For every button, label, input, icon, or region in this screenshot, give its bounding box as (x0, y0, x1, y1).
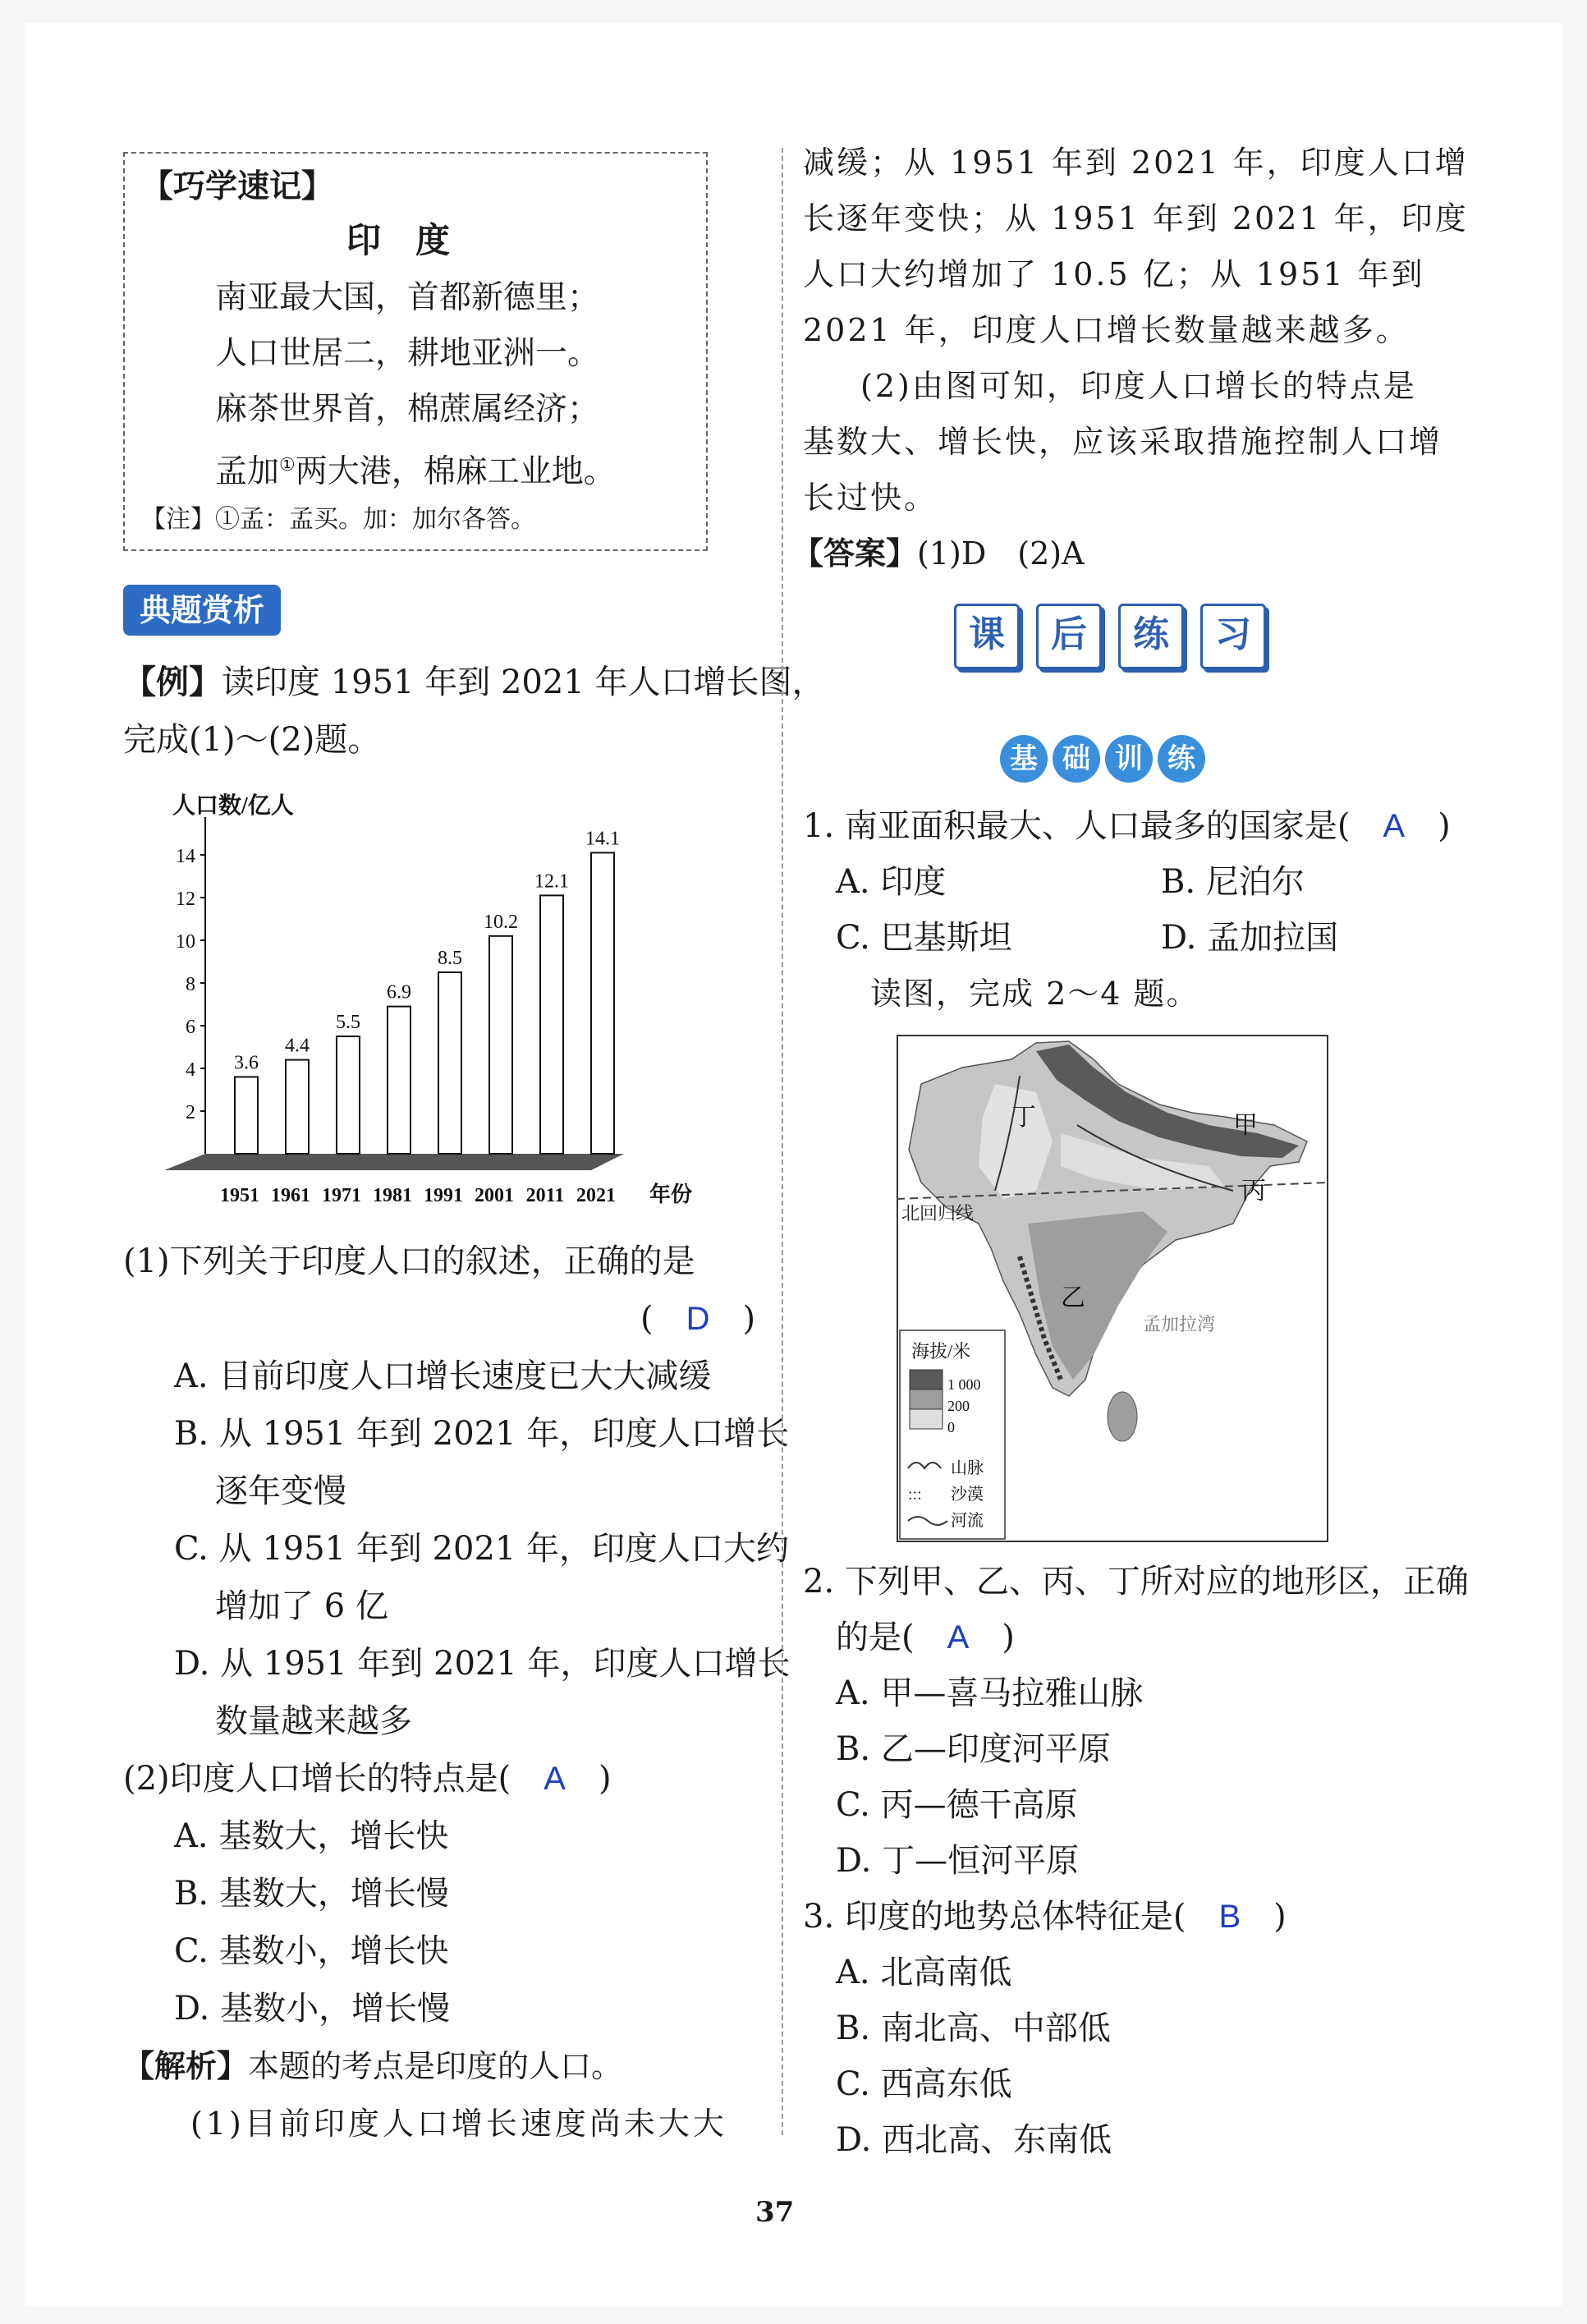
q1-option-c-cont: 增加了 6 亿 (215, 1587, 388, 1625)
sri-lanka (1108, 1392, 1137, 1441)
question-2-option-d: D. 丁—恒河平原 (836, 1842, 1080, 1880)
label-yi: 乙 (1061, 1284, 1085, 1311)
memo-line-4 (215, 444, 616, 494)
south-asia-map (897, 1035, 1328, 1542)
label-tropic: 北回归线 (901, 1203, 975, 1224)
question-3-option-b: B. 南北高、中部低 (836, 2009, 1111, 2047)
chart-y-tick-label: 2 (186, 1102, 195, 1123)
chart-value-label: 6.9 (387, 981, 411, 1004)
q2-option-b: B. 基数大，增长慢 (174, 1875, 449, 1913)
question-2-option-a: A. 甲—喜马拉雅山脉 (836, 1674, 1144, 1712)
sub-circle-3: 训 (1105, 735, 1153, 783)
legend-item-river: 河流 (951, 1512, 984, 1530)
analysis-right-6: 基数大、增长快，应该采取措施控制人口增 (803, 424, 1443, 460)
chart-y-tick-label: 6 (186, 1017, 195, 1038)
legend-desert-icon: ::: (908, 1486, 922, 1504)
sub-circle-1: 基 (1000, 735, 1048, 783)
analysis-line-1 (123, 2045, 622, 2087)
label-bay: 孟加拉湾 (1143, 1314, 1216, 1334)
question-1-option-b: B. 尼泊尔 (1161, 863, 1305, 901)
legend-swatch-mid (910, 1389, 943, 1409)
q1-option-d-cont: 数量越来越多 (215, 1702, 412, 1740)
question-1-option-a: A. 印度 (836, 863, 947, 901)
chart-bar (286, 1060, 309, 1154)
chart-bar (235, 1077, 258, 1154)
q1-paren-r: ) (742, 1300, 756, 1338)
q1-option-d: D. 从 1951 年到 2021 年，印度人口增长 (174, 1645, 791, 1683)
chart-x-tick-label: 1981 (373, 1185, 412, 1206)
question-3-option-c: C. 西高东低 (836, 2065, 1012, 2103)
chart-value-label: 14.1 (585, 828, 620, 850)
example-line-1 (123, 661, 824, 704)
chart-x-tick-label: 1961 (271, 1185, 310, 1206)
q2-option-a: A. 基数大，增长快 (174, 1817, 449, 1855)
question-1-close: ) (1438, 807, 1451, 845)
question-3-answer: B (1218, 1899, 1241, 1935)
practice-tile-2: 后 (1036, 604, 1102, 669)
legend-level-2: 200 (947, 1398, 970, 1414)
legend-item-desert: 沙漠 (951, 1486, 984, 1504)
memo-line-4-a: 孟加 (215, 453, 280, 490)
chart-bar (540, 895, 563, 1154)
legend-level-3: 0 (947, 1419, 955, 1435)
chart-x-tick-label: 1951 (220, 1185, 259, 1206)
legend-title: 海拔/米 (911, 1341, 971, 1362)
question-1-answer: A (1383, 808, 1406, 844)
answer-label: 【答案】 (792, 535, 918, 572)
analysis-right-5: (2)由图可知，印度人口增长的特点是 (860, 368, 1417, 404)
memo-note: 【注】①孟：孟买。加：加尔各答。 (141, 505, 535, 534)
memo-title: 印 度 (346, 220, 451, 260)
question-1-text: 1. 南亚面积最大、人口最多的国家是( (803, 807, 1351, 845)
chart-value-label: 4.4 (285, 1035, 310, 1057)
q1-option-c: C. 从 1951 年到 2021 年，印度人口大约 (174, 1530, 790, 1568)
q1-stem: (1)下列关于印度人口的叙述，正确的是 (123, 1242, 695, 1280)
chart-value-label: 5.5 (336, 1012, 360, 1033)
practice-tile-4: 习 (1200, 604, 1266, 669)
memo-header: 【巧学速记】 (141, 168, 334, 205)
memo-line-2: 人口世居二，耕地亚洲一。 (215, 335, 600, 372)
analysis-right-4: 2021 年，印度人口增长数量越来越多。 (803, 312, 1410, 348)
practice-tile-3: 练 (1118, 604, 1184, 669)
q2-answer: A (544, 1761, 566, 1797)
example-text: 读印度 1951 年到 2021 年人口增长图， (222, 664, 825, 701)
question-3-stem (803, 1895, 1287, 1938)
sub-circle-2: 础 (1053, 735, 1100, 783)
answer-line (792, 532, 1085, 575)
answer-text: (1)D (2)A (917, 535, 1085, 572)
chart-floor (164, 1154, 624, 1170)
example-line-2: 完成(1)～(2)题。 (123, 721, 381, 759)
chart-bar (388, 1007, 411, 1154)
analysis-right-2: 长逐年变快；从 1951 年到 2021 年，印度 (803, 200, 1469, 237)
memo-sup: ① (279, 455, 296, 475)
question-2-option-c: C. 丙—德干高原 (836, 1786, 1078, 1824)
question-3-text: 3. 印度的地势总体特征是( (803, 1898, 1186, 1936)
question-3-option-d: D. 西北高、东南低 (836, 2121, 1112, 2159)
chart-y-label: 人口数/亿人 (172, 793, 294, 819)
analysis-right-1: 减缓；从 1951 年到 2021 年，印度人口增 (803, 145, 1469, 181)
q2-option-c: C. 基数小，增长快 (174, 1932, 449, 1970)
analysis-line-2: (1)目前印度人口增长速度尚未大大 (190, 2106, 727, 2142)
analysis-right-3: 人口大约增加了 10.5 亿；从 1951 年到 (803, 256, 1425, 292)
question-2-option-b: B. 乙—印度河平原 (836, 1730, 1111, 1768)
question-2-text: 的是( (836, 1619, 915, 1656)
q2-stem-text: (2)印度人口增长的特点是( (123, 1760, 511, 1798)
q2-option-d: D. 基数小，增长慢 (174, 1990, 451, 2028)
chart-x-tick-label: 2021 (576, 1185, 616, 1206)
question-2-close: ) (1002, 1619, 1015, 1656)
population-bar-chart (156, 784, 747, 1224)
chart-value-label: 8.5 (438, 948, 462, 969)
chart-value-label: 10.2 (484, 911, 518, 933)
analysis-right-7: 长过快。 (803, 480, 938, 516)
chart-x-tick-label: 1991 (424, 1185, 463, 1206)
section-badge: 典题赏析 (123, 585, 281, 636)
chart-y-tick-label: 14 (176, 846, 195, 867)
question-2-line-1: 2. 下列甲、乙、丙、丁所对应的地形区，正确 (803, 1563, 1469, 1601)
q2-close: ) (598, 1760, 612, 1798)
q1-option-a: A. 目前印度人口增长速度已大大减缓 (174, 1357, 712, 1395)
practice-tile-1: 课 (954, 604, 1020, 669)
question-3-option-a: A. 北高南低 (836, 1954, 1012, 1991)
memo-box (123, 152, 708, 551)
chart-value-label: 3.6 (234, 1052, 259, 1074)
chart-bar (337, 1036, 360, 1154)
chart-x-tick-label: 2001 (475, 1185, 514, 1206)
sub-circle-4: 练 (1158, 735, 1205, 783)
question-3-close: ) (1273, 1898, 1287, 1936)
analysis-text-1: 本题的考点是印度的人口。 (248, 2048, 623, 2084)
label-jia: 甲 (1233, 1112, 1258, 1139)
legend-swatch-low (910, 1409, 943, 1429)
chart-x-tick-label: 2011 (525, 1185, 565, 1206)
q1-answer-paren (640, 1297, 755, 1340)
memo-line-3: 麻茶世界首，棉蔗属经济； (215, 391, 600, 428)
chart-y-tick-label: 8 (186, 974, 195, 995)
chart-y-tick-label: 12 (176, 889, 195, 910)
column-divider (782, 148, 783, 2135)
chart-x-label: 年份 (649, 1183, 693, 1206)
question-1-option-c: C. 巴基斯坦 (836, 919, 1012, 957)
legend-level-1: 1 000 (947, 1376, 981, 1393)
analysis-label: 【解析】 (123, 2047, 249, 2084)
question-2-line-2 (836, 1616, 1015, 1659)
question-1-option-d: D. 孟加拉国 (1161, 919, 1339, 957)
chart-bar (591, 852, 614, 1154)
legend-item-mountain: 山脉 (951, 1459, 984, 1477)
page-number: 37 (755, 2196, 795, 2229)
chart-bar (438, 972, 461, 1154)
memo-line-1: 南亚最大国，首都新德里； (215, 279, 600, 316)
label-bing: 丙 (1241, 1178, 1266, 1205)
chart-bar (489, 936, 512, 1154)
label-ding: 丁 (1011, 1104, 1036, 1131)
memo-line-4-b: 两大港，棉麻工业地。 (295, 453, 616, 490)
example-label: 【例】 (123, 663, 222, 701)
legend-swatch-high (910, 1370, 943, 1389)
q1-option-b: B. 从 1951 年到 2021 年，印度人口增长 (174, 1415, 790, 1453)
q1-answer: D (686, 1301, 710, 1337)
chart-x-tick-label: 1971 (322, 1185, 361, 1206)
question-1-stem (803, 805, 1451, 847)
q1-paren-l: ( (640, 1300, 654, 1338)
q2-stem (123, 1757, 612, 1800)
chart-y-tick-label: 10 (176, 931, 195, 953)
q1-option-b-cont: 逐年变慢 (215, 1472, 346, 1510)
map-intro: 读图，完成 2～4 题。 (870, 976, 1199, 1012)
chart-value-label: 12.1 (534, 870, 569, 893)
question-2-answer: A (947, 1619, 970, 1656)
chart-y-tick-label: 4 (186, 1059, 195, 1081)
